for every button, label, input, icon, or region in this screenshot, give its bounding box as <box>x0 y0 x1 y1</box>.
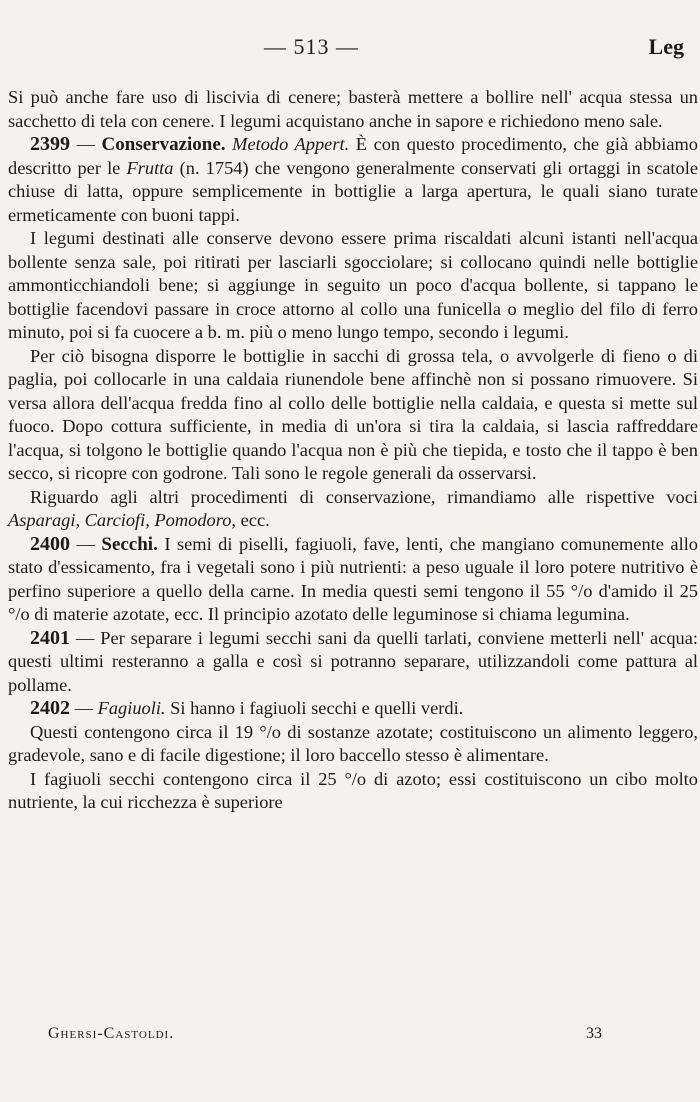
paragraph-text: , ecc. <box>231 510 270 530</box>
entry-number: 2399 <box>30 133 70 155</box>
page-number: — 513 — <box>264 34 359 59</box>
entry-heading: Fagiuoli. <box>97 698 166 718</box>
entry-dash: — <box>70 698 98 718</box>
entry-text: (n. 1754) che vengono generalmente conservati gli ortaggi in scatole chiuse di latta, oppure semplicemente in bottiglie a larga apertura, le quali siano turate ermeticamente con buoni tappi. <box>8 157 698 225</box>
printer-signature: Ghersi-Castoldi. <box>48 1025 175 1042</box>
paragraph: Per ciò bisogna disporre le bottiglie in sacchi di grossa tela, o avvolgerle di fieno o di paglia, poi collocarle in una caldaia riunendole bene affinchè non si possano rimuovere. Si versa allora dell'acqua fredda fino al collo delle bottiglie nella caldaia, e questa si mette sul fuoco. Dopo cottura sufficiente, in media di un'ora si tira la caldaia, si lascia raffreddare l'acqua, si tolgono le bottiglie quando l'acqua non è più che tiepida, e tosto che il tappo è ben secco, si ricopre con godrone. Tali sono le regole generali da osservarsi. <box>8 345 698 483</box>
entry-dash: — <box>70 134 102 154</box>
paragraph: Questi contengono circa il 19 °/o di sostanze azotate; costituiscono un alimento leggero, gradevole, sano e di facile digestione; il loro baccello stesso è alimentare. <box>8 721 698 765</box>
entry-2400 <box>8 533 698 627</box>
entry-method: Metodo Appert. <box>232 134 350 154</box>
entry-heading: Conservazione. <box>101 134 226 155</box>
entry-text: Per separare i legumi secchi sani da quelli tarlati, conviene metterli nell' acqua: questi ultimi resteranno a galla e così si potranno separare, utilizzandoli come pattura al pollame. <box>8 627 698 695</box>
entry-number: 2400 <box>30 532 70 555</box>
entry-text: È con questo procedimento, che già abbiamo descritto per le <box>8 134 698 178</box>
page-footer <box>8 1025 692 1049</box>
paragraph: I legumi destinati alle conserve devono essere prima riscaldati alcuni istanti nell'acqua bollente senza sale, poi ritirati per lasciarli sgocciolare; si collocano quindi nelle bottiglie ammonticchiandoli bene; si aggiunge in seguito un poco d'acqua bollente, si tappano le bottiglie facendovi passare in croce attorno al collo una funicella o meglio del filo di ferro minuto, poi si fa cuocere a b. m. più o meno lungo tempo, secondo i legumi. <box>8 228 698 342</box>
entry-number: 2402 <box>30 697 70 719</box>
entry-dash: — <box>70 533 102 554</box>
page-header <box>8 30 692 64</box>
entry-text: Si hanno i fagiuoli secchi e quelli verdi. <box>165 698 464 718</box>
entry-2399 <box>8 133 698 227</box>
page-body <box>8 86 698 815</box>
book-page <box>8 30 692 64</box>
paragraph: Si può anche fare uso di liscivia di cenere; basterà mettere a bollire nell' acqua stessa un sacchetto di tela con cenere. I legumi acquistano anche in sapore e richiedono meno sale. <box>8 87 698 131</box>
cross-reference: Asparagi, Carciofi, Pomodoro <box>8 510 232 530</box>
entry-text: I semi di piselli, fagiuoli, fave, lenti, che mangiano comunemente allo stato d'essicamento, fra i vegetali sono i più nutrienti: a peso uguale il loro potere nutritivo è perfino superiore a quello della carne. In media questi semi tengono il 55 °/o d'amido il 25 °/o di materie azotate, ecc. Il principio azotato delle leguminose si chiama legumina. <box>8 533 698 624</box>
paragraph: I fagiuoli secchi contengono circa il 25 °/o di azoto; essi costituiscono un cibo molto nutriente, la cui ricchezza è superiore <box>8 768 698 812</box>
entry-heading: Secchi. <box>101 533 158 555</box>
entry-2401 <box>8 627 698 698</box>
entry-number: 2401 <box>30 626 70 649</box>
signature-number: 33 <box>586 1025 602 1042</box>
entry-dash: — <box>70 627 101 648</box>
running-head: Leg <box>648 34 684 59</box>
paragraph <box>8 486 698 533</box>
paragraph-text: Riguardo agli altri procedimenti di conservazione, rimandiamo alle rispettive voci <box>30 486 698 507</box>
entry-2402 <box>8 697 698 721</box>
cross-reference: Frutta <box>126 157 174 178</box>
